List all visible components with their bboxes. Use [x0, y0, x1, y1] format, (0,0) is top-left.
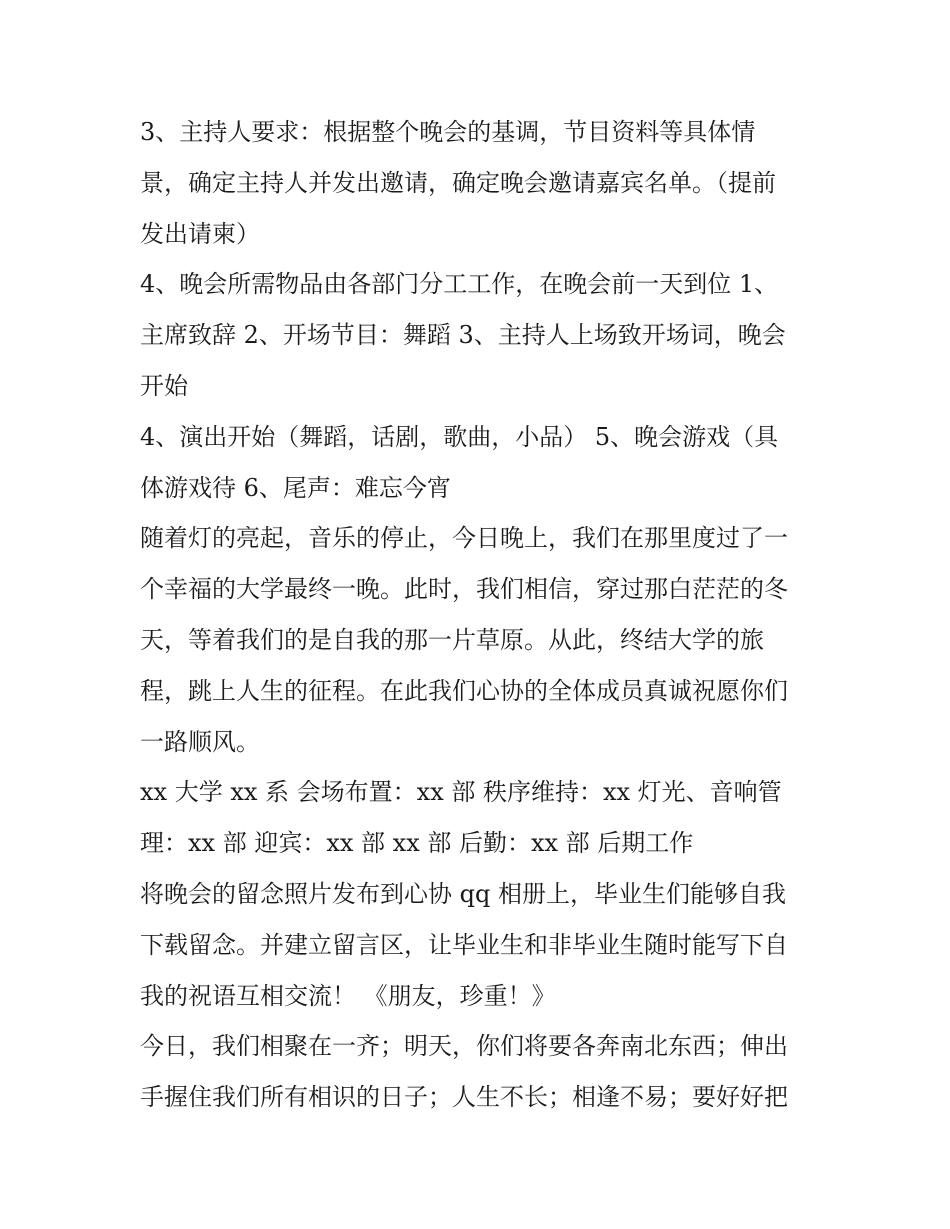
text-line: 将晚会的留念照片发布到心协 qq 相册上，毕业生们能够自我	[140, 879, 786, 908]
text-line: xx 大学 xx 系 会场布置：xx 部 秩序维持：xx 灯光、音响管	[140, 778, 782, 807]
text-line: 4、晚会所需物品由各部门分工工作，在晚会前一天到位 1、	[140, 270, 779, 299]
text-line: 4、演出开始（舞蹈，话剧，歌曲，小品） 5、晚会游戏（具	[140, 422, 779, 451]
text-line: 3、主持人要求：根据整个晚会的基调，节目资料等具体情	[140, 118, 756, 146]
text-line: 景，确定主持人并发出邀请，确定晚会邀请嘉宾名单。（提前	[140, 168, 776, 197]
text-line: 随着灯的亮起，音乐的停止，今日晚上，我们在那里度过了一	[140, 524, 788, 553]
text-line: 理：xx 部 迎宾：xx 部 xx 部 后勤：xx 部 后期工作	[140, 829, 694, 858]
document-body	[140, 107, 830, 1123]
text-line: 手握住我们所有相识的日子；人生不长；相逢不易；要好好把	[140, 1083, 788, 1112]
text-line: 一路顺风。	[140, 727, 260, 756]
text-line: 天，等着我们的是自我的那一片草原。从此，终结大学的旅	[140, 625, 764, 654]
text-line: 程，跳上人生的征程。在此我们心协的全体成员真诚祝愿你们	[140, 676, 788, 705]
text-line: 体游戏待 6、尾声：难忘今宵	[140, 473, 451, 502]
text-line: 发出请柬）	[140, 219, 260, 248]
text-line: 开始	[140, 371, 188, 400]
text-line: 主席致辞 2、开场节目：舞蹈 3、主持人上场致开场词，晚会	[140, 321, 786, 350]
text-line: 今日，我们相聚在一齐；明天，你们将要各奔南北东西；伸出	[140, 1032, 788, 1061]
text-line: 个幸福的大学最终一晚。此时，我们相信，穿过那白茫茫的冬	[140, 575, 788, 604]
text-line: 下载留念。并建立留言区，让毕业生和非毕业生随时能写下自	[140, 930, 788, 959]
text-line: 我的祝语互相交流！ 《朋友，珍重！》	[140, 981, 556, 1010]
